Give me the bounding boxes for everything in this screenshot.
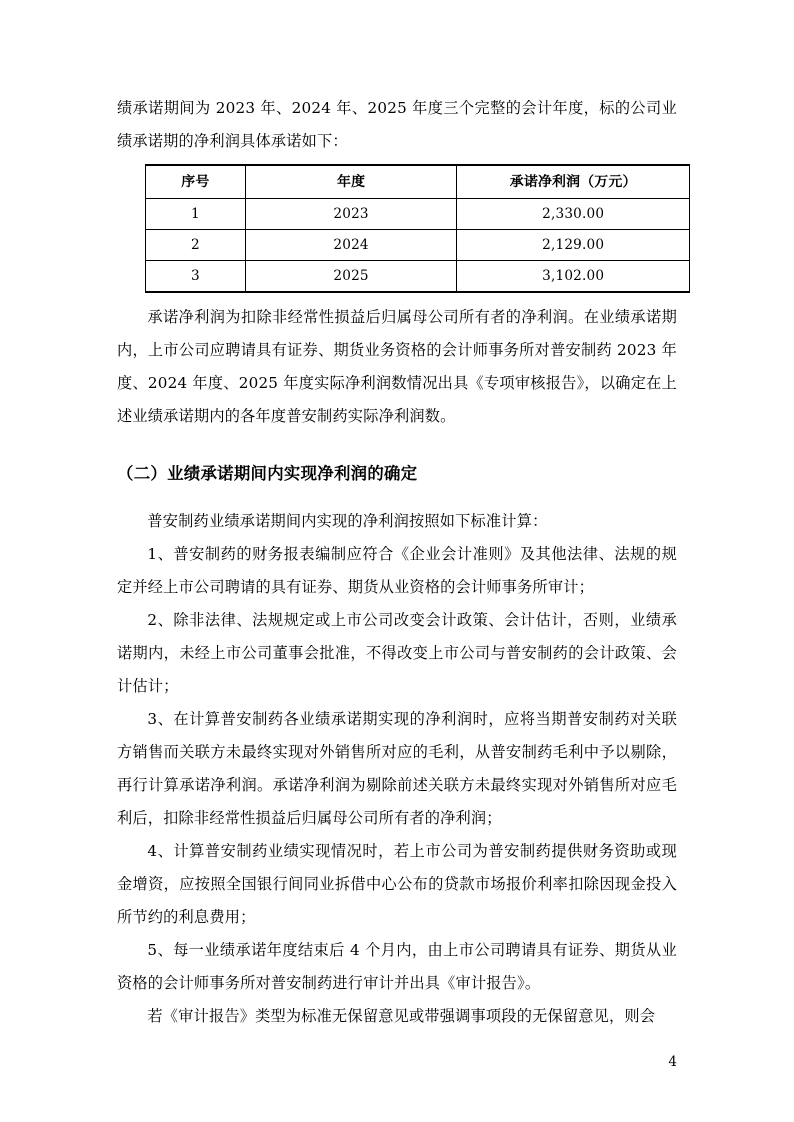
table-row xyxy=(146,261,690,293)
paragraph-item-1: 1、普安制药的财务报表编制应符合《企业会计准则》及其他法律、法规的规定并经上市公司聘请的具有证券、期货从业资格的会计师事务所审计； xyxy=(117,545,677,596)
paragraph-after-table: 承诺净利润为扣除非经常性损益后归属母公司所有者的净利润。在业绩承诺期内，上市公司应聘请具有证券、期货业务资格的会计师事务所对普安制药 2023 年度、2024 年度、2025 年度实际净利润数情况出具《专项审核报告》，以确定在上述业绩承诺期内的各年度普安制药实际净利润数。 xyxy=(117,308,677,425)
table-cell: 2024 xyxy=(245,230,457,261)
table-row xyxy=(146,199,690,230)
paragraph-item-4: 4、计算普安制药业绩实现情况时，若上市公司为普安制药提供财务资助或现金增资，应按照全国银行间同业拆借中心公布的贷款市场报价利率扣除因现金投入所节约的利息费用； xyxy=(117,842,677,926)
document-body xyxy=(117,92,677,1033)
table-cell: 3 xyxy=(146,261,246,293)
section-heading: （二）业绩承诺期间内实现净利润的确定 xyxy=(117,464,418,483)
table-header-cell: 年度 xyxy=(245,165,457,199)
table-cell: 2023 xyxy=(245,199,457,230)
table-row xyxy=(146,230,690,261)
table-cell: 3,102.00 xyxy=(457,261,690,293)
table-cell: 2 xyxy=(146,230,246,261)
paragraph-item-2: 2、除非法律、法规规定或上市公司改变会计政策、会计估计，否则，业绩承诺期内，未经上市公司董事会批准，不得改变上市公司与普安制药的会计政策、会计估计； xyxy=(117,611,677,695)
table-cell: 1 xyxy=(146,199,246,230)
page-number: 4 xyxy=(668,1054,677,1070)
table-cell: 2,129.00 xyxy=(457,230,690,261)
promised-net-profit-table xyxy=(145,164,690,293)
table-header-row xyxy=(146,165,690,199)
paragraph-intro-calc: 普安制药业绩承诺期间内实现的净利润按照如下标准计算： xyxy=(147,512,548,530)
paragraph-item-6: 若《审计报告》类型为标准无保留意见或带强调事项段的无保留意见，则会 xyxy=(147,1007,656,1025)
intro-paragraph: 绩承诺期间为 2023 年、2024 年、2025 年度三个完整的会计年度，标的公司业绩承诺期的净利润具体承诺如下： xyxy=(117,99,677,150)
table-header-cell: 序号 xyxy=(146,165,246,199)
table-cell: 2,330.00 xyxy=(457,199,690,230)
paragraph-item-5: 5、每一业绩承诺年度结束后 4 个月内，由上市公司聘请具有证券、期货从业资格的会计师事务所对普安制药进行审计并出具《审计报告》。 xyxy=(117,941,677,992)
table-header-cell: 承诺净利润（万元） xyxy=(457,165,690,199)
paragraph-item-3: 3、在计算普安制药各业绩承诺期实现的净利润时，应将当期普安制药对关联方销售而关联方未最终实现对外销售所对应的毛利，从普安制药毛利中予以剔除，再行计算承诺净利润。承诺净利润为剔除前述关联方未最终实现对外销售所对应毛利后，扣除非经常性损益后归属母公司所有者的净利润； xyxy=(117,710,677,827)
table-cell: 2025 xyxy=(245,261,457,293)
